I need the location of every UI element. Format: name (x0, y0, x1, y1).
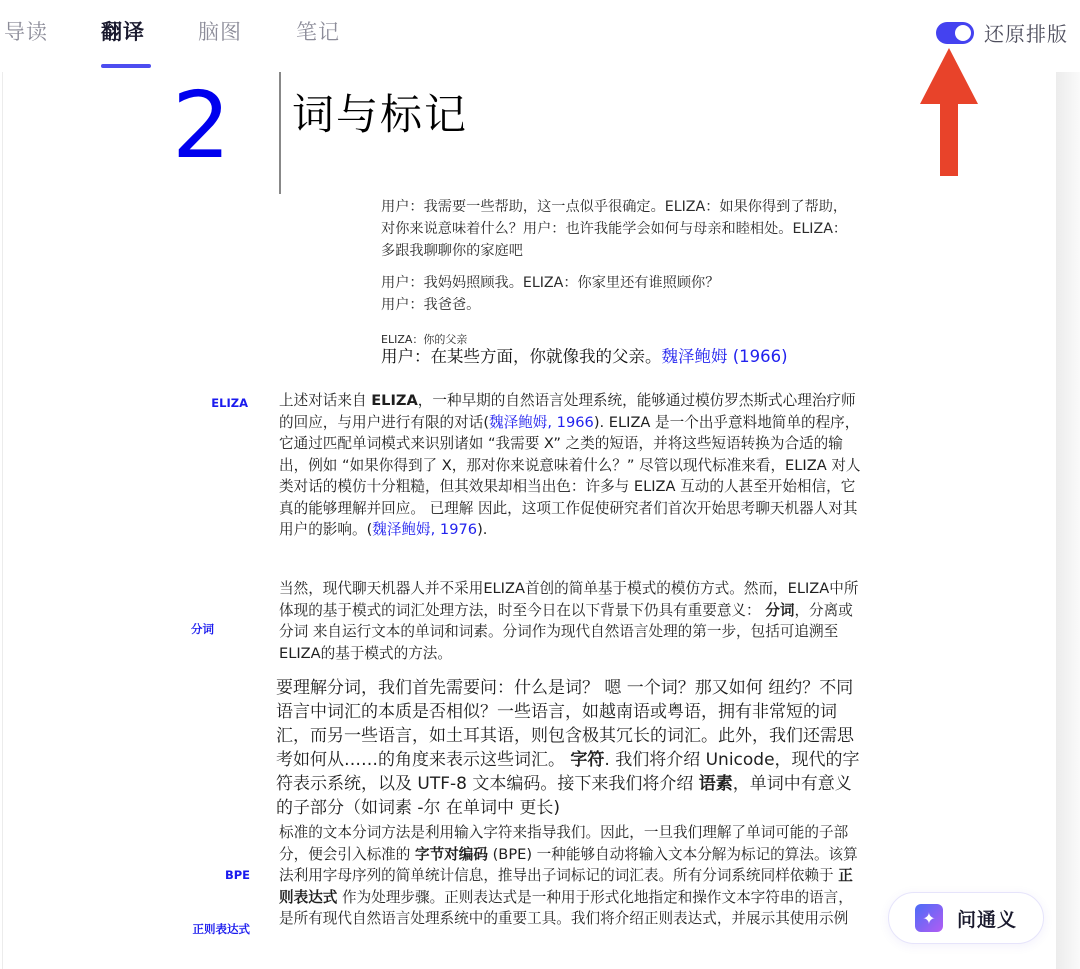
paragraph-tokenization (279, 578, 864, 664)
toggle-knob (955, 25, 971, 41)
page-edge-shadow (1056, 72, 1080, 969)
p1-citation-1966[interactable]: 魏泽鲍姆, 1966 (489, 413, 594, 431)
p3-text-1: 要理解分词，我们首先需要问：什么是词？ 嗯 一个词？那又如何 纽约？不同语言中词汇的本质是否相似？一些语言，如越南语或粤语，拥有非常短的词汇，而另一些语言，如土耳其语，则包含极其冗长的词汇。此外，我们还需思考如何从……的角度来表示这些词汇。 (276, 678, 854, 770)
ask-tongyi-button[interactable] (888, 892, 1044, 944)
p1-text-3: ). ELIZA 是一个出乎意料地简单的程序，它通过匹配单词模式来识别诸如 “我需要 X” 之类的短语，并将这些短语转换为合适的输出，例如 “如果你得到了 X，那对你来说意味着什么？” 尽管以现代标准来看，ELIZA 对人类对话的模仿十分粗糙，但其效果却相当出色：许多与 ELIZA 互动的人甚至开始相信，它真的能够理解并回应。 已理解 因此，这项工作促使研究者们首次开始思考聊天机器人对其用户的影响。( (279, 413, 861, 538)
ask-tongyi-label: 问通义 (957, 908, 1018, 931)
chapter-number: 2 (172, 72, 231, 179)
p4-text-2: (BPE) 一种能够自动将输入文本分解为标记的算法。该算法利用字母序列的简单统计信息，推导出子词标记的词汇表。所有分词系统同样依赖于 (279, 845, 858, 884)
dialog-big-line (381, 346, 861, 368)
tab-mindmap[interactable]: 脑图 (198, 20, 242, 44)
tab-notes[interactable]: 笔记 (296, 20, 340, 44)
dialog-block-2-line-1: 用户：我妈妈照顾我。ELIZA：你家里还有谁照顾你？ (381, 275, 720, 291)
margin-note-tokenization: 分词 (191, 622, 214, 636)
p1-text-1: 上述对话来自 (279, 392, 372, 409)
restore-layout-toggle[interactable] (936, 18, 1068, 47)
dialog-block-1: 用户：我需要一些帮助，这一点似乎很确定。ELIZA：如果你得到了帮助，对你来说意味着什么？用户：也许我能学会如何与母亲和睦相处。ELIZA：多跟我聊聊你的家庭吧 (381, 199, 848, 259)
p2-text-1: 当然，现代聊天机器人并不采用ELIZA首创的简单基于模式的模仿方式。然而，ELIZA中所体现的基于模式的词汇处理方法，时至今日在以下背景下仍具有重要意义： (279, 580, 859, 619)
p3-term-morphemes: 语素 (698, 774, 733, 794)
p4-text-1: 标准的文本分词方法是利用输入字符来指导我们。因此，一旦我们理解了单词可能的子部分，便会引入标准的 (279, 824, 849, 863)
margin-note-eliza: ELIZA (211, 396, 248, 410)
dialog-block-2-line-2: 用户：我爸爸。 (381, 297, 481, 313)
tongyi-logo-icon: ✦ (915, 904, 943, 932)
tab-guide[interactable]: 导读 (4, 20, 48, 44)
p3-text-3: ，单词中有意义的子部分（如词素 -尔 在单词中 更长) (276, 774, 852, 818)
toggle-label: 还原排版 (984, 22, 1068, 46)
paragraph-words (276, 676, 866, 820)
tab-translate[interactable]: 翻译 (101, 20, 145, 44)
margin-note-regex: 正则表达式 (192, 922, 250, 936)
citation-link[interactable]: 魏泽鲍姆 (661, 347, 728, 366)
p3-text-2: . 我们将介绍 Unicode，现代的字符表示系统，以及 UTF-8 文本编码。接下来我们将介绍 (276, 750, 860, 794)
p4-term-regex: 正则表达式 (279, 867, 853, 906)
top-tab-bar (0, 0, 1080, 68)
margin-note-bpe: BPE (224, 868, 250, 882)
p4-text-3: 作为处理步骤。正则表达式是一种用于形式化地指定和操作文本字符串的语言，是所有现代自然语言处理系统中的重要工具。我们将介绍正则表达式，并展示其使用示例 (279, 888, 853, 927)
citation-year[interactable]: (1966) (732, 347, 788, 366)
p1-term-eliza: ELIZA (371, 392, 418, 409)
p1-text-4: ). (477, 521, 488, 538)
dialog-big-text: 用户：在某些方面，你就像我的父亲。 (381, 347, 662, 366)
p2-term-tokenization: 分词 (765, 601, 795, 619)
active-tab-indicator (101, 64, 151, 68)
p1-citation-1976[interactable]: 魏泽鲍姆, 1976 (372, 521, 478, 538)
paragraph-bpe (279, 822, 864, 930)
p4-term-bpe: 字节对编码 (414, 845, 488, 863)
p2-text-2: ，分离或分词 来自运行文本的单词和词素。分词作为现代自然语言处理的第一步，包括可追溯至ELIZA的基于模式的方法。 (279, 601, 853, 662)
p1-text-2: ，一种早期的自然语言处理系统，能够通过模仿罗杰斯式心理治疗师的回应，与用户进行有限的对话( (279, 392, 856, 431)
chapter-title: 词与标记 (292, 90, 469, 139)
paragraph-eliza (279, 390, 864, 541)
chapter-divider (279, 72, 281, 194)
dialog-small-line: ELIZA：你的父亲 (381, 333, 468, 346)
p3-term-characters: 字符 (570, 750, 605, 770)
red-arrow-up-icon (920, 48, 978, 176)
toggle-switch[interactable] (936, 22, 974, 44)
